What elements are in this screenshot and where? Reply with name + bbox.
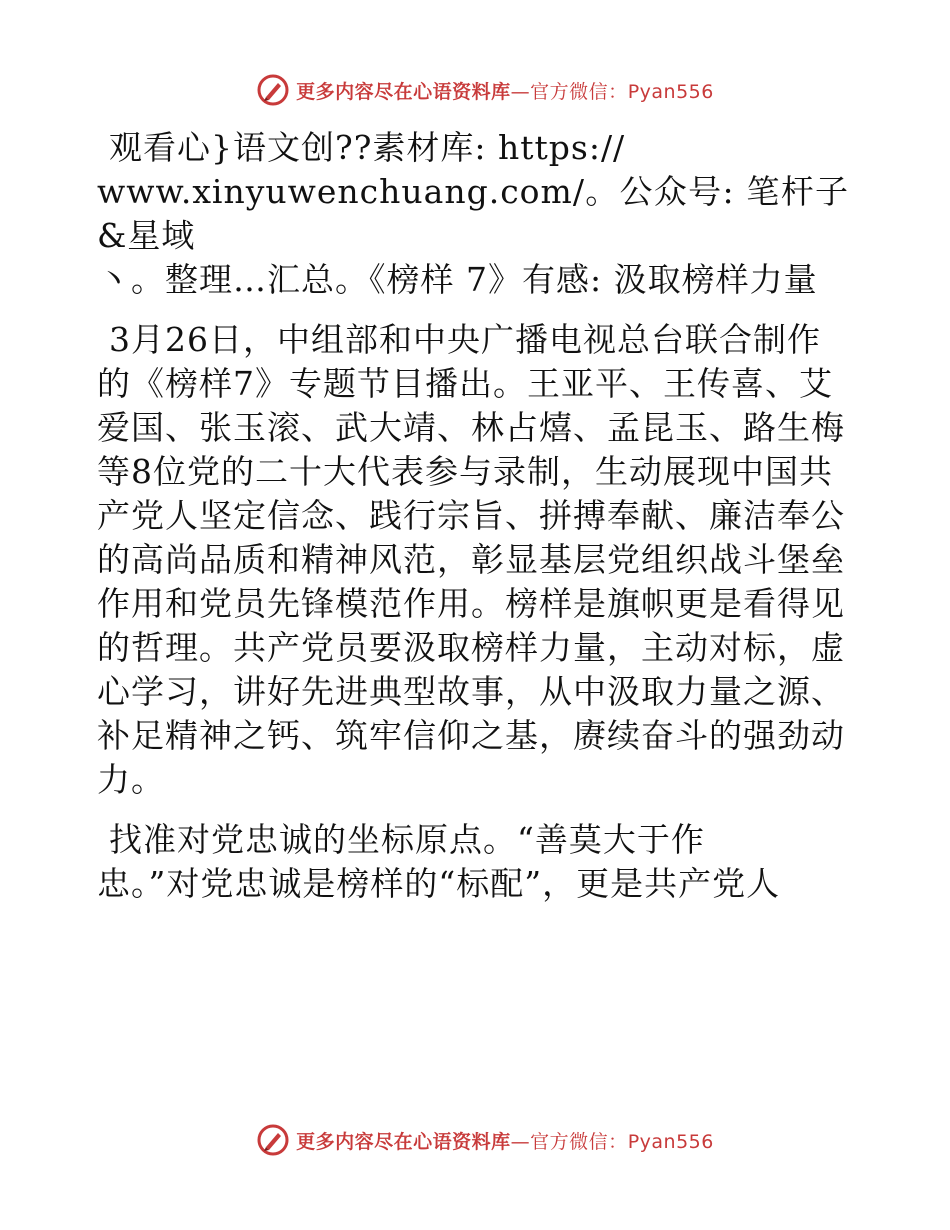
text-line: 力。 [97, 760, 165, 799]
text-line: 心学习，讲好先进典型故事，从中汲取力量之源、 [97, 672, 845, 711]
header-banner-content [256, 73, 714, 107]
pen-logo-icon [256, 73, 290, 107]
text-line: 的哲理。共产党员要汲取榜样力量，主动对标，虚 [97, 628, 845, 667]
text-line: www.xinyuwenchuang.com/。公众号: 笔杆子&星域 [97, 172, 849, 255]
banner-wechat-id: Pyan556 [627, 80, 714, 103]
text-line: 观看心}语文创??素材库: https:// [109, 128, 626, 167]
text-line: 3月26日，中组部和中央广播电视总台联合制作 [109, 320, 821, 359]
banner-wechat-label: 官方微信： [530, 1130, 628, 1153]
banner-dash: — [510, 80, 531, 103]
banner-dash: — [510, 1130, 531, 1153]
text-line: 补足精神之钙、筑牢信仰之基，赓续奋斗的强劲动 [97, 716, 845, 755]
intro-paragraph [97, 126, 849, 302]
footer-banner-content [256, 1123, 714, 1157]
footer-banner [0, 1120, 950, 1160]
text-line: 作用和党员先锋模范作用。榜样是旗帜更是看得见 [97, 584, 845, 623]
text-line: 等8位党的二十大代表参与录制，生动展现中国共 [97, 452, 833, 491]
text-line: 丶。整理…汇总。《榜样 7》有感: 汲取榜样力量 [97, 260, 818, 299]
text-line: 的高尚品质和精神风范，彰显基层党组织战斗堡垒 [97, 540, 845, 579]
text-line: 忠。”对党忠诚是榜样的“标配”，更是共产党人 [97, 864, 781, 903]
pen-logo-icon [256, 1123, 290, 1157]
text-line: 产党人坚定信念、践行宗旨、拼搏奉献、廉洁奉公 [97, 496, 845, 535]
banner-brand-text: 更多内容尽在心语资料库 [296, 1130, 511, 1153]
banner-wechat-label: 官方微信： [530, 80, 628, 103]
banner-wechat-id: Pyan556 [627, 1130, 714, 1153]
text-line: 的《榜样7》专题节目播出。王亚平、王传喜、艾 [97, 364, 833, 403]
document-body [97, 126, 849, 906]
section-paragraph [97, 818, 849, 906]
header-banner [0, 70, 950, 110]
banner-brand-text: 更多内容尽在心语资料库 [296, 80, 511, 103]
text-line: 爱国、张玉滚、武大靖、林占熺、孟昆玉、路生梅 [97, 408, 845, 447]
text-line: 找准对党忠诚的坐标原点。“善莫大于作 [109, 820, 705, 859]
main-paragraph [97, 318, 849, 802]
